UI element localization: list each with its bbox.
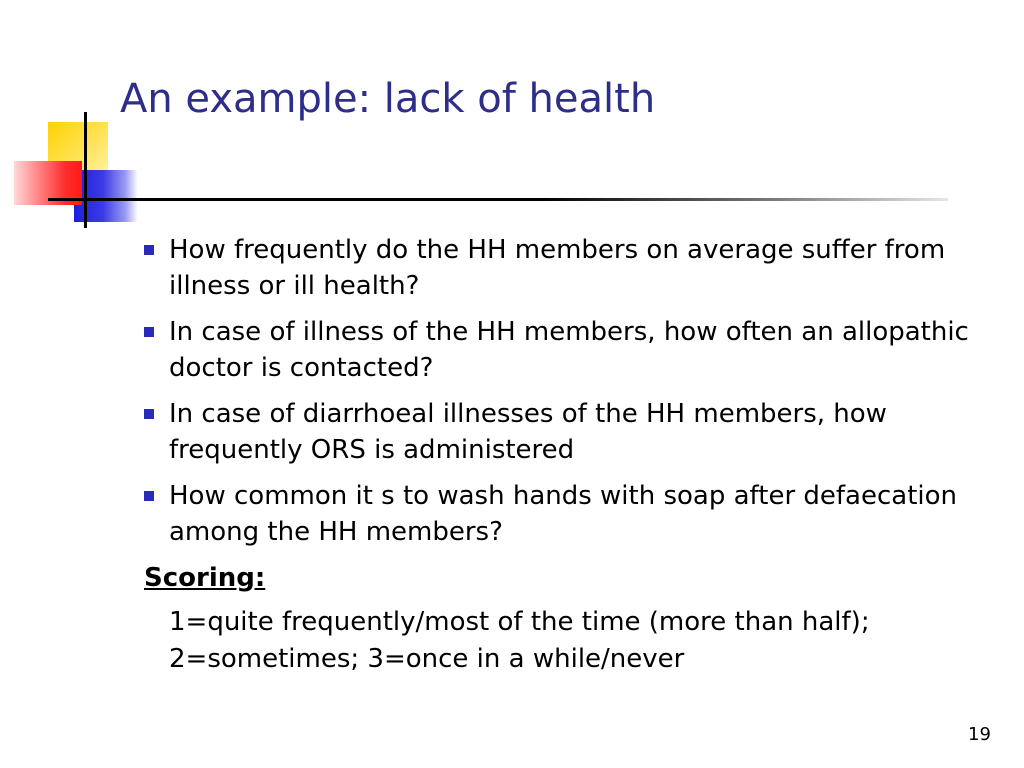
scoring-line-1: 1=quite frequently/most of the time (more than half); [169,607,870,637]
square-bullet-icon [144,327,154,337]
bullet-item [142,314,1002,386]
bullet-text: How frequently do the HH members on average suffer from illness or ill health? [169,235,946,301]
bullet-text: In case of diarrhoeal illnesses of the HH members, how frequently ORS is administered [169,399,887,465]
title-underline-rule [48,198,948,201]
vertical-rule [84,112,87,228]
decorative-logo [0,0,140,240]
bullet-item [142,478,1002,550]
square-bullet-icon [144,409,154,419]
bullet-item [142,396,1002,468]
scoring-line-2: 2=sometimes; 3=once in a while/never [169,644,685,674]
square-bullet-icon [144,491,154,501]
bullet-item [142,232,1002,304]
square-bullet-icon [144,245,154,255]
bullet-text: In case of illness of the HH members, how often an allopathic doctor is contacted? [169,317,969,383]
slide-title: An example: lack of health [120,76,656,122]
scoring-heading: Scoring: [144,563,266,593]
bullet-list [142,232,1002,560]
bullet-text: How common it s to wash hands with soap after defaecation among the HH members? [169,481,958,547]
page-number: 19 [968,724,991,745]
scoring-description [169,604,1009,678]
